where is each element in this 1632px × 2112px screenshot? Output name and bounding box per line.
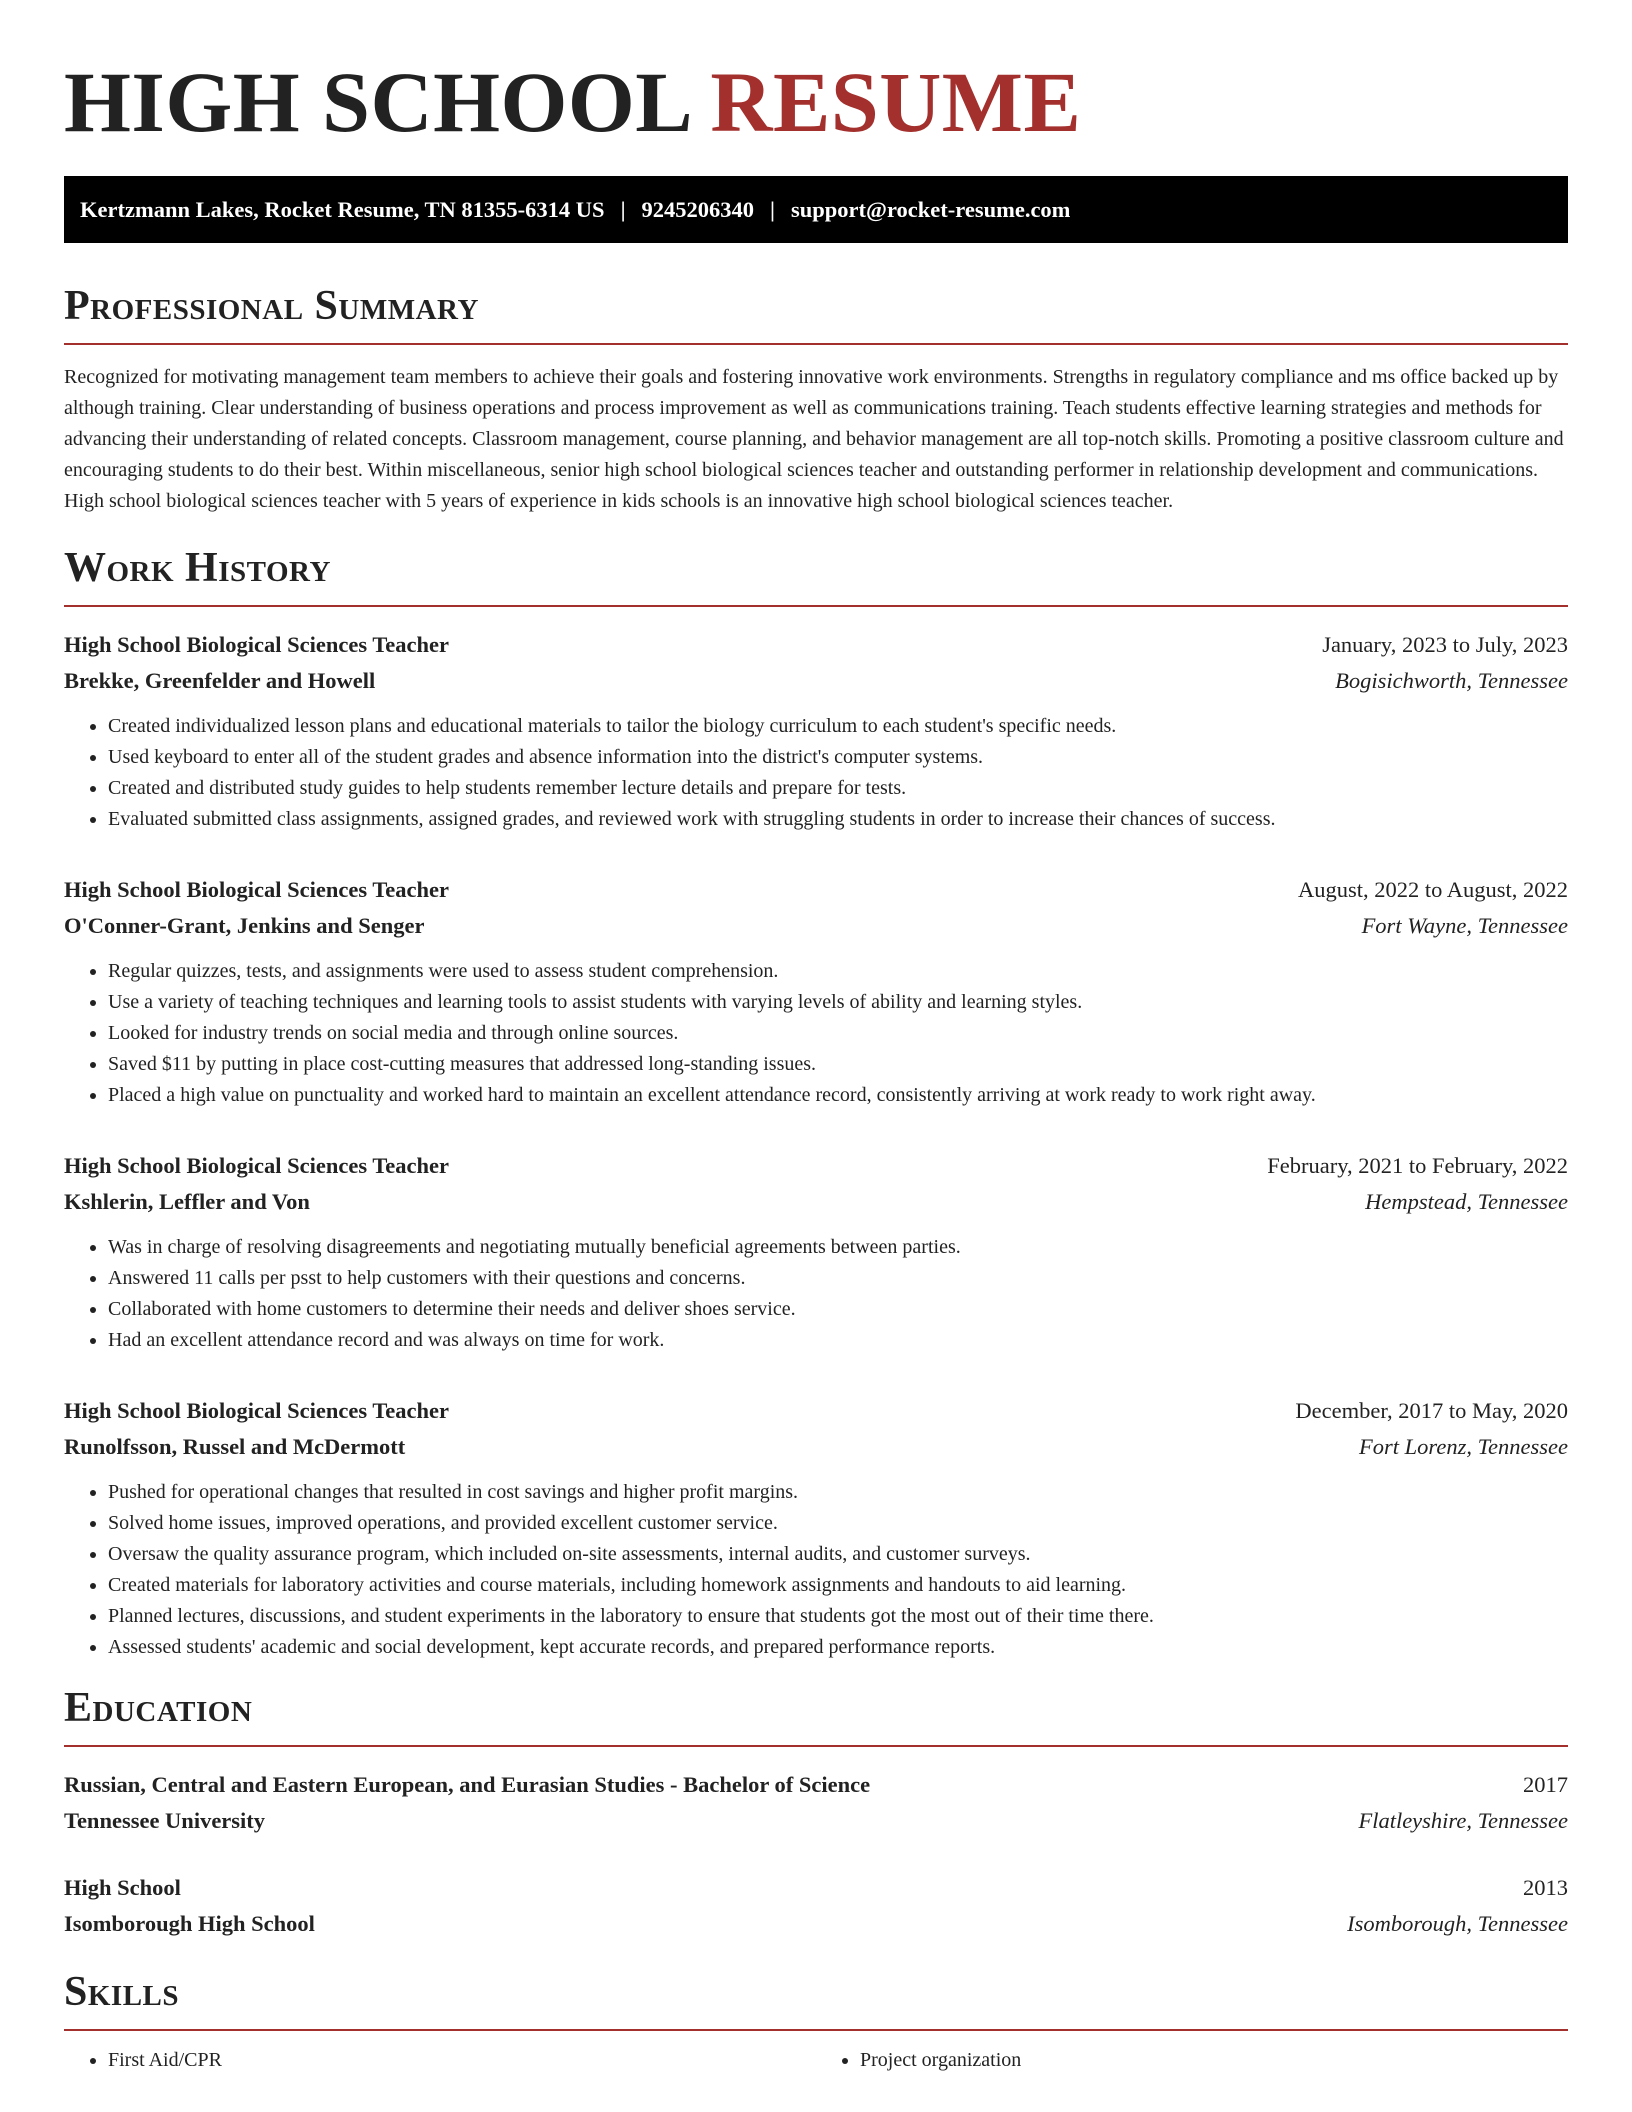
job-title: High School Biological Sciences Teacher [64, 632, 450, 657]
job-title: High School Biological Sciences Teacher [64, 877, 450, 902]
contact-separator: | [620, 196, 626, 222]
section-divider [64, 605, 1568, 607]
skill-item: • First Aid/CPR [108, 2045, 816, 2076]
job-entry [64, 1393, 1568, 1663]
job-bullet: • Solved home issues, improved operations, and provided excellent customer service. [108, 1508, 1568, 1539]
job-location: Bogisichworth, Tennessee [1335, 668, 1568, 693]
skills-section [64, 1967, 1568, 2076]
skills-column-left [64, 2045, 816, 2076]
job-dates: August, 2022 to August, 2022 [1297, 877, 1568, 902]
education-degree: High School [64, 1875, 181, 1900]
title-part-1: HIGH SCHOOL [64, 54, 689, 150]
education-year: 2013 [1523, 1875, 1568, 1900]
section-divider [64, 343, 1568, 345]
contact-address: Kertzmann Lakes, Rocket Resume, TN 81355-6314 US [80, 196, 605, 222]
job-entry [64, 1148, 1568, 1356]
job-dates: February, 2021 to February, 2022 [1267, 1153, 1568, 1178]
education-school: Isomborough High School [64, 1911, 315, 1936]
job-title: High School Biological Sciences Teacher [64, 1153, 450, 1178]
job-bullet: • Had an excellent attendance record and was always on time for work. [108, 1325, 1568, 1356]
contact-bar [64, 176, 1568, 243]
education-section [64, 1683, 1568, 1942]
job-bullet: • Used keyboard to enter all of the student grades and absence information into the district's computer systems. [108, 742, 1568, 773]
job-bullet: • Planned lectures, discussions, and student experiments in the laboratory to ensure that students got the most out of their time there. [108, 1601, 1568, 1632]
section-divider [64, 1745, 1568, 1747]
job-bullet: • Looked for industry trends on social media and through online sources. [108, 1018, 1568, 1049]
job-bullet: • Use a variety of teaching techniques and learning tools to assist students with varying levels of ability and learning styles. [108, 987, 1568, 1018]
job-bullet: • Answered 11 calls per psst to help customers with their questions and concerns. [108, 1263, 1568, 1294]
job-company: Kshlerin, Leffler and Von [64, 1189, 310, 1214]
job-bullet: • Oversaw the quality assurance program, which included on-site assessments, internal audits, and customer surveys. [108, 1539, 1568, 1570]
job-company: Brekke, Greenfelder and Howell [64, 668, 376, 693]
contact-email: support@rocket-resume.com [791, 196, 1071, 222]
work-history-section [64, 543, 1568, 1663]
job-entry [64, 627, 1568, 835]
summary-heading: Professional Summary [64, 283, 479, 329]
summary-section [64, 281, 1568, 517]
education-heading: Education [64, 1685, 253, 1731]
contact-separator: | [770, 196, 775, 222]
job-bullets [64, 1232, 1568, 1356]
work-history-heading: Work History [64, 545, 331, 591]
job-company: O'Conner-Grant, Jenkins and Senger [64, 913, 425, 938]
job-dates: January, 2023 to July, 2023 [1322, 632, 1568, 657]
job-company: Runolfsson, Russel and McDermott [64, 1434, 406, 1459]
title-part-2: RESUME [710, 54, 1082, 150]
job-bullet: • Saved $11 by putting in place cost-cutting measures that addressed long-standing issues. [108, 1049, 1568, 1080]
job-bullet: • Created individualized lesson plans and educational materials to tailor the biology curriculum to each student's specific needs. [108, 711, 1568, 742]
education-year: 2017 [1523, 1772, 1568, 1797]
resume-title [64, 0, 1568, 152]
education-location: Flatleyshire, Tennessee [1358, 1808, 1568, 1833]
section-divider [64, 2029, 1568, 2031]
contact-phone: 9245206340 [641, 196, 755, 222]
job-title: High School Biological Sciences Teacher [64, 1398, 450, 1423]
job-location: Hempstead, Tennessee [1365, 1189, 1568, 1214]
education-degree: Russian, Central and Eastern European, and Eurasian Studies - Bachelor of Science [64, 1772, 871, 1797]
job-bullet: • Assessed students' academic and social development, kept accurate records, and prepared performance reports. [108, 1632, 1568, 1663]
summary-text: Recognized for motivating management team members to achieve their goals and fostering innovative work environments. Strengths in regulatory compliance and ms office backed up by although training. Clear understanding of business operations and process improvement as well as communications training. Teach students effective learning strategies and methods for advancing their understanding of related concepts. Classroom management, course planning, and behavior management are all top-notch skills. Promoting a positive classroom culture and encouraging students to do their best. Within miscellaneous, senior high school biological sciences teacher and outstanding performer in relationship development and communications. High school biological sciences teacher with 5 years of experience in kids schools is an innovative high school biological sciences teacher. [64, 366, 1564, 512]
job-bullet: • Created materials for laboratory activities and course materials, including homework assignments and handouts to aid learning. [108, 1570, 1568, 1601]
job-bullets [64, 1477, 1568, 1663]
job-bullets [64, 711, 1568, 835]
job-location: Fort Wayne, Tennessee [1361, 913, 1568, 938]
skills-column-right [816, 2045, 1568, 2076]
education-entry [64, 1767, 1568, 1839]
job-bullets [64, 956, 1568, 1111]
job-bullet: • Regular quizzes, tests, and assignments were used to assess student comprehension. [108, 956, 1568, 987]
job-bullet: • Pushed for operational changes that resulted in cost savings and higher profit margins. [108, 1477, 1568, 1508]
job-bullet: • Placed a high value on punctuality and worked hard to maintain an excellent attendance record, consistently arriving at work ready to work right away. [108, 1080, 1568, 1111]
education-school: Tennessee University [64, 1808, 266, 1833]
job-bullet: • Was in charge of resolving disagreements and negotiating mutually beneficial agreements between parties. [108, 1232, 1568, 1263]
job-dates: December, 2017 to May, 2020 [1295, 1398, 1568, 1423]
job-entry [64, 872, 1568, 1111]
job-bullet: • Created and distributed study guides to help students remember lecture details and prepare for tests. [108, 773, 1568, 804]
skills-grid [64, 2045, 1568, 2076]
skill-item: • Project organization [860, 2045, 1568, 2076]
education-location: Isomborough, Tennessee [1347, 1911, 1568, 1936]
skills-heading: Skills [64, 1969, 180, 2015]
job-bullet: • Evaluated submitted class assignments, assigned grades, and reviewed work with struggling students in order to increase their chances of success. [108, 804, 1568, 835]
education-entry [64, 1870, 1568, 1942]
job-bullet: • Collaborated with home customers to determine their needs and deliver shoes service. [108, 1294, 1568, 1325]
job-location: Fort Lorenz, Tennessee [1359, 1434, 1568, 1459]
